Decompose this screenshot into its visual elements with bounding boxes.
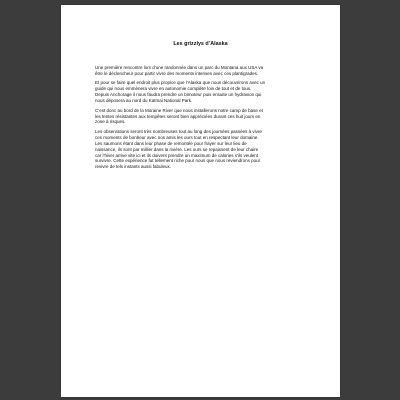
text-line: Une première rencontre lors d’une randonnée dans un parc du Montana aux USA va <box>95 65 264 70</box>
document-page <box>61 5 340 397</box>
text-line: Et pour se faire quel endroit plus propice que l’Alaska que nous découvrirons avec un <box>95 80 266 86</box>
text-line: revivre de tels instants aussi fabuleux. <box>95 164 172 170</box>
text-line: car l’hiver arrive vite ici et ils doivent prendre un maximum de calories s’ils veulent <box>95 152 259 158</box>
document-title: Les grizzlys d’Alaska <box>173 41 228 47</box>
text-line: être le déclencheur pour partir vivre des moments intenses avec ces plantigrades. <box>95 70 259 76</box>
text-line: survivre. Cette expérience fut tellement riche pour nous que nous reviendrons pour <box>95 158 261 164</box>
text-line: Depuis Anchorage il nous faudra prendre un bimoteur puis ensuite un hydravion qui <box>95 92 262 98</box>
paragraph-3 <box>95 108 313 126</box>
text-line: guide qui nous emmènera vivre en autonomie complète loin de tout et de tous. <box>95 86 252 92</box>
text-line: Les observations seront très nombreuses tout au long des journées passées à vivre <box>95 128 262 134</box>
paragraph-2 <box>95 80 313 104</box>
text-line: ces moments de bonheur avec nos amis les ours tout en respectant leur domaine. <box>95 134 259 140</box>
text-line: zone à risques. <box>95 119 126 125</box>
text-line: naissance, ils sont par millier dans la rivière. Les ours se repaissent de leur chaire <box>95 146 259 152</box>
text-line: les tentes résistantes aux tempêtes seront bien appréciées durant ces huit jours en <box>95 113 261 119</box>
document-body <box>95 65 313 174</box>
paragraph-4 <box>95 129 313 170</box>
text-line: C’est donc au bord de la Moraine River que nous installerons notre camp de base et <box>95 107 263 113</box>
text-line: Les saumons étant dans leur phase de remontée pour frayer sur leur lieu de <box>95 140 247 146</box>
paragraph-1 <box>95 65 313 77</box>
text-line: nous déposera au nord du Katmai National Park. <box>95 98 193 104</box>
